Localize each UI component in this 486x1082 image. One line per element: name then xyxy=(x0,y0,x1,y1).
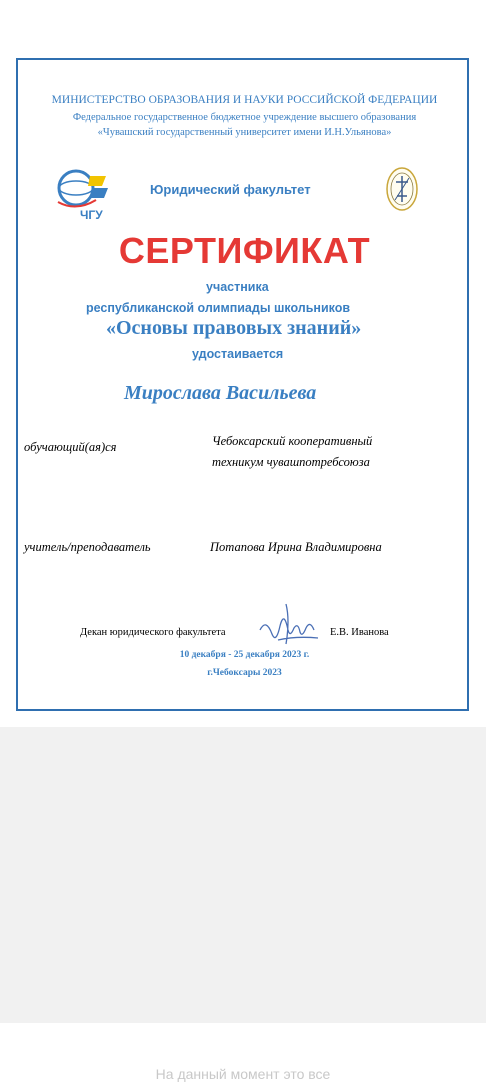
faculty-name: Юридический факультет xyxy=(150,182,311,197)
event-dates: 10 декабря - 25 декабря 2023 г. xyxy=(179,650,310,660)
student-name: Мирослава Васильева xyxy=(124,382,317,404)
school-line-1: Чебоксарский кооперативный xyxy=(212,434,373,448)
certificate-title: СЕРТИФИКАТ xyxy=(118,230,371,271)
studying-label: обучающий(ая)ся xyxy=(24,440,117,454)
university-logo xyxy=(50,166,112,222)
institution-line-1: Федеральное государственное бюджетное учреждение высшего образования xyxy=(72,112,417,123)
empty-gray-area xyxy=(0,727,486,1023)
school-line-2: техникум чувашпотребсоюза xyxy=(212,455,370,469)
olympiad-description: республиканской олимпиады школьников xyxy=(86,301,351,315)
participant-label: участника xyxy=(206,280,269,294)
olympiad-name: «Основы правовых знаний» xyxy=(106,317,362,339)
ministry-heading: МИНИСТЕРСТВО ОБРАЗОВАНИЯ И НАУКИ РОССИЙСКОЙ ФЕДЕРАЦИИ xyxy=(51,94,438,106)
awarded-label: удостаивается xyxy=(192,347,284,361)
faculty-emblem-icon xyxy=(386,166,418,212)
certificate xyxy=(16,58,469,711)
teacher-label: учитель/преподаватель xyxy=(24,540,151,554)
teacher-name: Потапова Ирина Владимировна xyxy=(210,540,382,554)
city-year: г.Чебоксары 2023 xyxy=(207,668,282,678)
dean-label: Декан юридического факультета xyxy=(80,627,226,638)
institution-line-2: «Чувашский государственный университет имени И.Н.Ульянова» xyxy=(97,127,392,138)
logo-left-text: ЧГУ xyxy=(80,208,103,222)
dean-signature xyxy=(256,600,324,648)
bottom-note: На данный момент это все xyxy=(155,1066,331,1082)
dean-name: Е.В. Иванова xyxy=(330,627,389,638)
